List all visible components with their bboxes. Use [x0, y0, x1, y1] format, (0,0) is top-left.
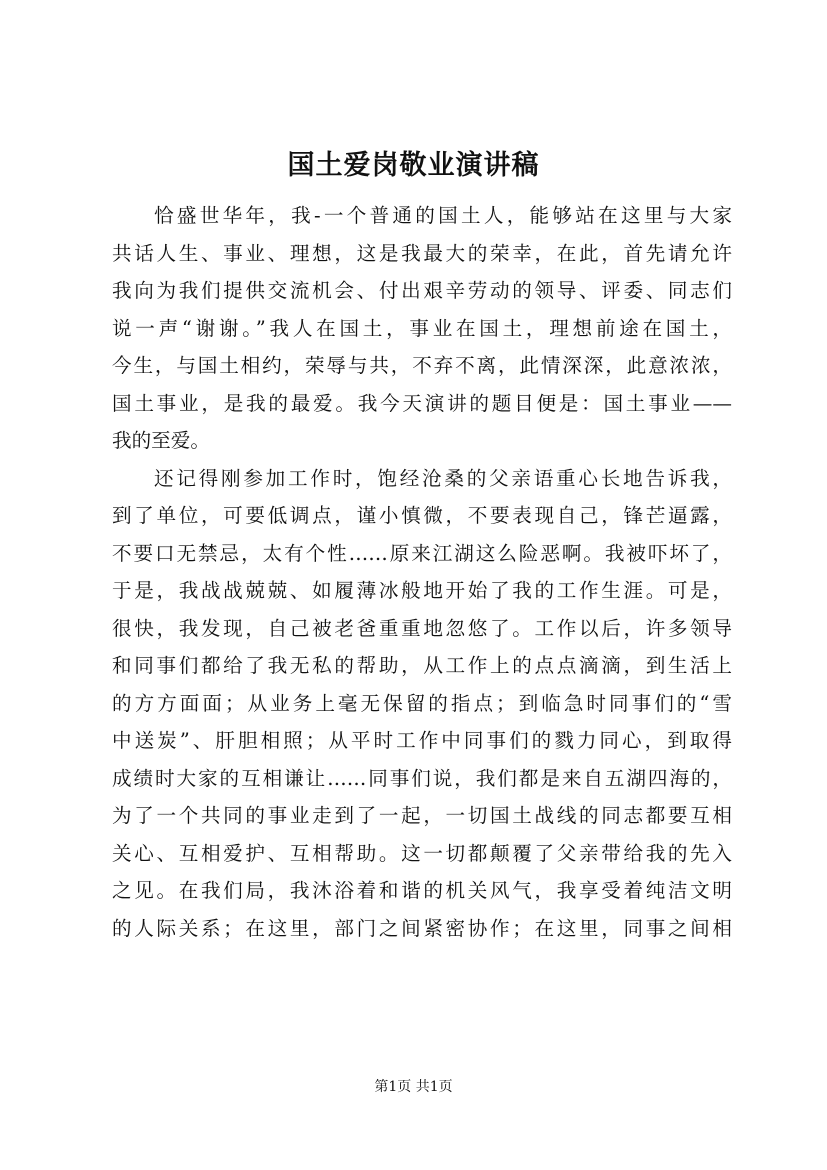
body-line: 之见。在我们局，我沐浴着和谐的机关风气，我享受着纯洁文明 — [112, 879, 732, 902]
body-line: 我的至爱。 — [112, 429, 210, 452]
body-line: 的人际关系；在这里，部门之间紧密协作；在这里，同事之间相 — [112, 916, 732, 940]
body-line: 中送炭”、肝胆相照；从平时工作中同事们的戮力同心，到取得 — [112, 729, 732, 752]
body-line: 和同事们都给了我无私的帮助，从工作上的点点滴滴，到生活上 — [112, 654, 732, 677]
body-line: 很快，我发现，自己被老爸重重地忽悠了。工作以后，许多领导 — [112, 616, 732, 640]
body-line: 不要口无禁忌，太有个性……原来江湖这么险恶啊。我被吓坏了， — [112, 541, 732, 565]
body-line: 恰盛世华年，我-一个普通的国土人，能够站在这里与大家 — [154, 204, 732, 227]
body-line: 国土事业，是我的最爱。我今天演讲的题目便是：国土事业—— — [112, 391, 732, 415]
document-body — [112, 197, 732, 947]
body-line: 到了单位，可要低调点，谨小慎微，不要表现自己，锋芒逼露， — [112, 504, 732, 527]
document-title: 国土爱岗敬业演讲稿 — [287, 150, 540, 181]
body-line: 成绩时大家的互相谦让……同事们说，我们都是来自五湖四海的， — [112, 766, 732, 790]
page-footer: 第1页 共1页 — [374, 1079, 453, 1095]
body-line: 关心、互相爱护、互相帮助。这一切都颠覆了父亲带给我的先入 — [112, 841, 732, 865]
body-line: 的方方面面；从业务上毫无保留的指点；到临急时同事们的“雪 — [112, 691, 732, 715]
body-line: 为了一个共同的事业走到了一起，一切国土战线的同志都要互相 — [112, 804, 732, 827]
body-line: 今生，与国土相约，荣辱与共，不弃不离，此情深深，此意浓浓， — [112, 354, 732, 377]
body-line: 还记得刚参加工作时，饱经沧桑的父亲语重心长地告诉我， — [154, 466, 732, 490]
body-line: 我向为我们提供交流机会、付出艰辛劳动的领导、评委、同志们 — [112, 279, 732, 302]
body-line: 共话人生、事业、理想，这是我最大的荣幸，在此，首先请允许 — [112, 241, 732, 265]
body-line: 于是，我战战兢兢、如履薄冰般地开始了我的工作生涯。可是， — [112, 579, 732, 602]
body-line: 说一声“谢谢。”我人在国土，事业在国土，理想前途在国土， — [112, 316, 732, 340]
